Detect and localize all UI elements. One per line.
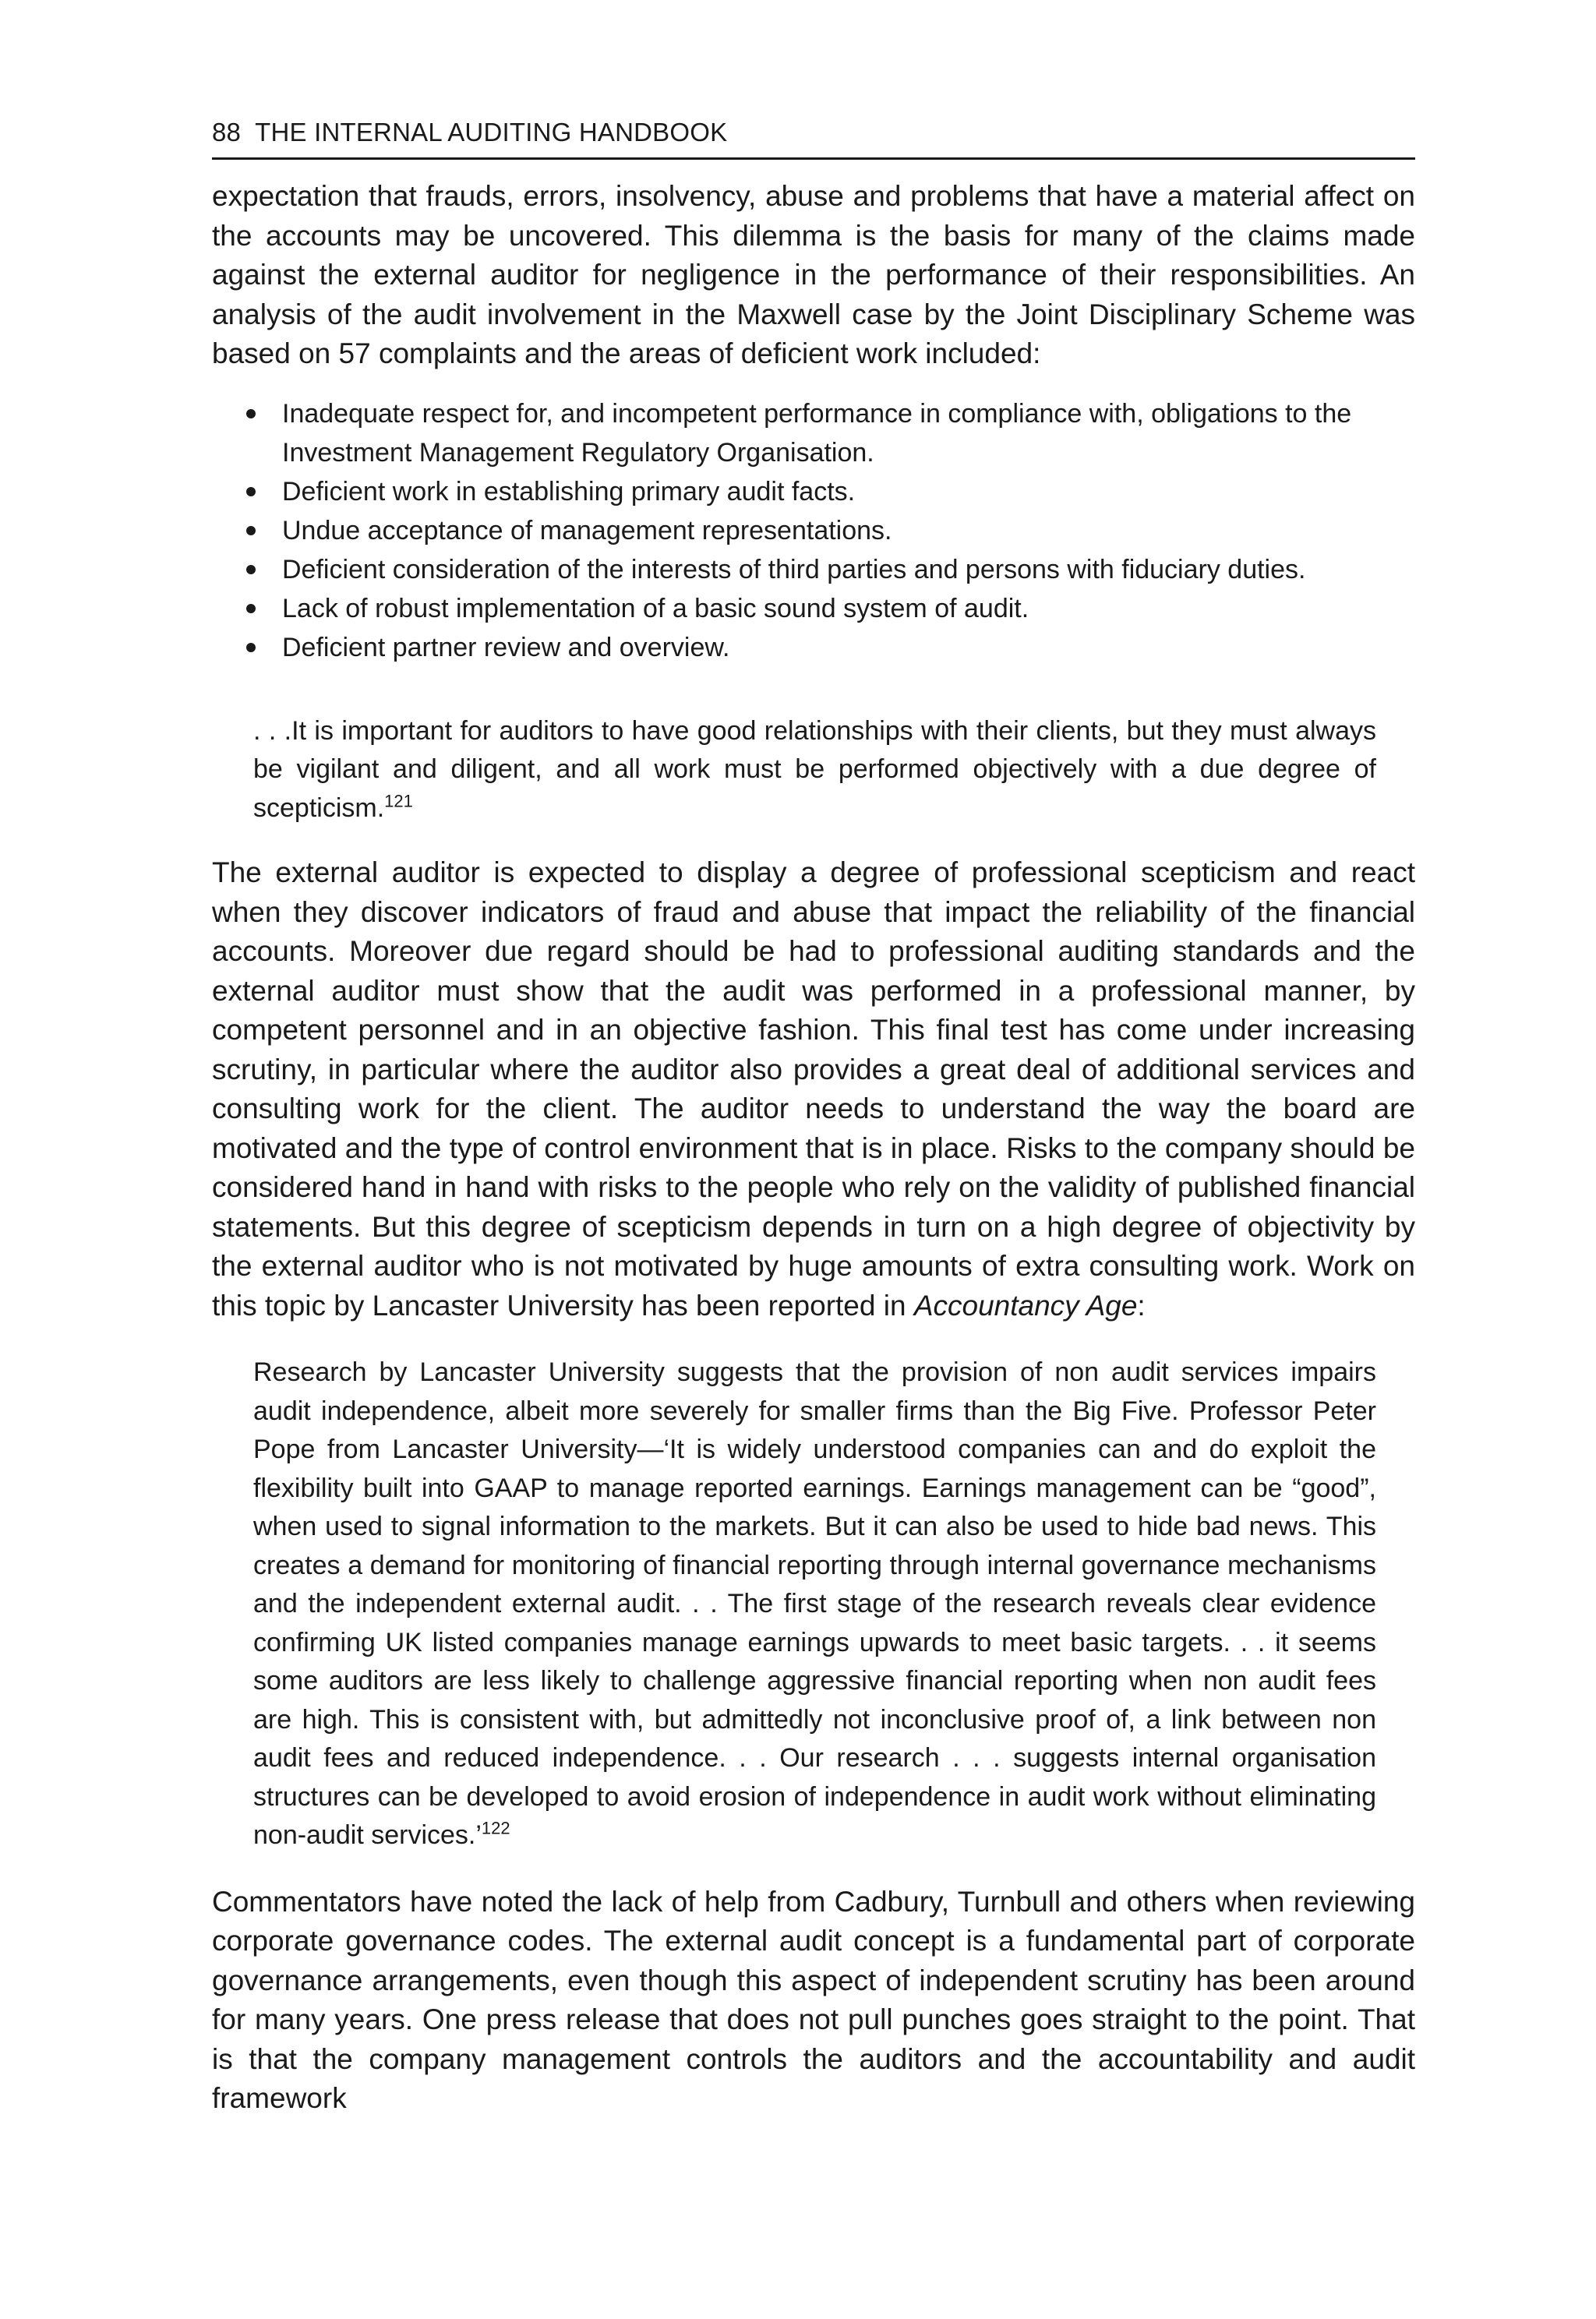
bullet-icon [246,409,256,418]
list-item: Deficient work in establishing primary audit facts. [282,472,1415,511]
paragraph-1: expectation that frauds, errors, insolvency, abuse and problems that have a material affect on the accounts may be uncovered. This dilemma is the basis for many of the claims made against the external auditor for negligence in the performance of their responsibilities. An analysis of the audit involvement in the Maxwell case by the Joint Disciplinary Scheme was based on 57 complaints and the areas of deficient work included: [212,180,1415,369]
publication-title: Accountancy Age [913,1289,1138,1322]
list-item: Deficient consideration of the interests of third parties and persons with fiduciary duties. [282,550,1415,589]
block-quote-1 [253,712,1376,828]
bullet-icon [246,526,256,535]
list-item: Undue acceptance of management representations. [282,511,1415,550]
paragraph-2: The external auditor is expected to display a degree of professional scepticism and react when they discover indicators of fraud and abuse that impact the reliability of the financial accounts. Moreover due regard should be had to professional auditing standards and the external auditor must show that the audit was performed in a professional manner, by competent personnel and in an objective fashion. This final test has come under increasing scrutiny, in particular where the auditor also provides a great deal of additional services and consulting work for the client. The auditor needs to understand the way the board are motivated and the type of control environment that is in place. Risks to the company should be considered hand in hand with risks to the people who rely on the validity of published financial statements. But this degree of scepticism depends in turn on a high degree of objectivity by the external auditor who is not motivated by huge amounts of extra consulting work. Work on this topic by Lancaster University has been reported in Accountancy Age: [212,856,1415,1322]
bullet-icon [246,643,256,652]
bullet-icon [246,565,256,574]
quote-text: Research by Lancaster University suggests that the provision of non audit services impairs audit independence, albeit more severely for smaller firms than the Big Five. Professor Peter Pope from Lancaster University—‘It is widely understood companies can and do exploit the flexibility built into GAAP to manage reported earnings. Earnings management can be “good”, when used to signal information to the markets. But it can also be used to hide bad news. This creates a demand for monitoring of financial reporting through internal governance mechanisms and the independent external audit. . . The first stage of the research reveals clear evidence confirming UK listed companies manage earnings upwards to meet basic targets. . . it seems some auditors are less likely to challenge aggressive financial reporting when non audit fees are high. This is consistent with, but admittedly not inconclusive proof of, a link between non audit fees and reduced independence. . . Our research . . . suggests internal organisation structures can be developed to avoid erosion of independence in audit work without eliminating non-audit services.’ [253,1357,1376,1850]
bullet-icon [246,487,256,496]
running-header [212,117,1415,160]
bullet-icon [246,604,256,613]
page [212,117,1415,2119]
block-quote-2 [253,1354,1376,1855]
footnote-ref: 121 [384,791,413,811]
book-title: THE INTERNAL AUDITING HANDBOOK [255,118,728,146]
paragraph-3: Commentators have noted the lack of help from Cadbury, Turnbull and others when reviewing corporate governance codes. The external audit concept is a fundamental part of corporate governance arrangements, even though this aspect of independent scrutiny has been around for many years. One press release that does not pull punches goes straight to the point. That is that the company management controls the auditors and the accountability and audit framework [212,1885,1415,2114]
list-item: Lack of robust implementation of a basic sound system of audit. [282,589,1415,628]
quote-text: . . .It is important for auditors to have good relationships with their clients, but they must always be vigilant and diligent, and all work must be performed objectively with a due degree of scepticism. [253,715,1376,823]
deficiency-list [212,394,1415,667]
footnote-ref: 122 [481,1818,510,1838]
list-item: Inadequate respect for, and incompetent performance in compliance with, obligations to the Investment Management Regulatory Organisation. [282,394,1415,472]
page-number: 88 [212,118,242,146]
list-item: Deficient partner review and overview. [282,628,1415,667]
